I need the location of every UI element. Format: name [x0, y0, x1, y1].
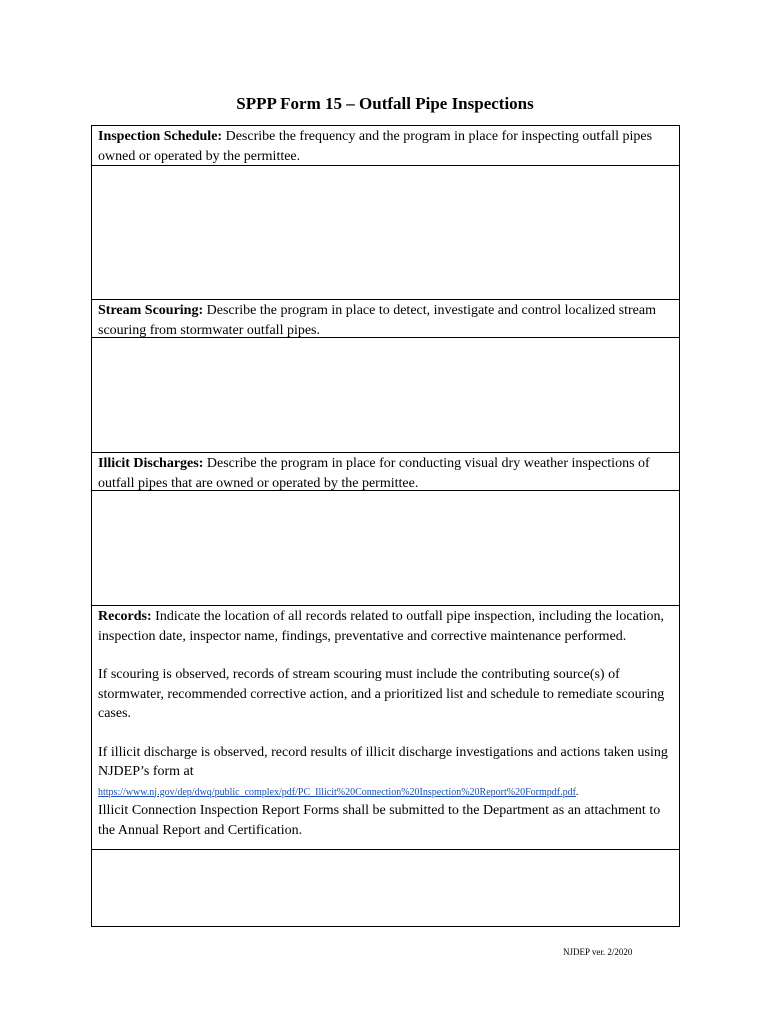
form-table — [91, 125, 680, 927]
inspection-schedule-answer-field[interactable] — [92, 166, 679, 300]
records-paragraph-3: If illicit discharge is observed, record results of illicit discharge investigations and actions taken using NJDEP’s form at — [98, 744, 668, 779]
stream-scouring-text: Describe the program in place to detect, investigate and control localized stream scouring from stormwater outfall pipes. — [98, 303, 656, 338]
records-prompt-row — [92, 606, 679, 850]
version-footer: NJDEP ver. 2/2020 — [563, 947, 633, 957]
inspection-schedule-prompt-row — [92, 126, 679, 166]
records-label: Records: — [98, 609, 152, 624]
stream-scouring-prompt — [92, 300, 679, 340]
inspection-schedule-text: Describe the frequency and the program in place for inspecting outfall pipes owned or operated by the permittee. — [98, 129, 653, 164]
link-suffix: . — [575, 786, 579, 798]
page-title: SPPP Form 15 – Outfall Pipe Inspections — [236, 94, 534, 113]
stream-scouring-prompt-row — [92, 300, 679, 338]
illicit-discharges-answer-field[interactable] — [92, 491, 679, 606]
records-paragraph-4: Illicit Connection Inspection Report Forms shall be submitted to the Department as an attachment to the Annual Report and Certification. — [98, 803, 661, 838]
stream-scouring-answer-field[interactable] — [92, 338, 679, 453]
illicit-discharges-text: Describe the program in place for conducting visual dry weather inspections of outfall pipes that are owned or operated by the permittee. — [98, 456, 650, 491]
records-link-line — [98, 782, 673, 802]
records-paragraph-1 — [98, 607, 673, 646]
illicit-discharges-prompt — [92, 453, 679, 493]
records-text: Indicate the location of all records related to outfall pipe inspection, including the location, inspection date, inspector name, findings, preventative and corrective maintenance performed. — [98, 609, 665, 644]
njdep-form-link[interactable]: https://www.nj.gov/dep/dwq/public_complex/pdf/PC_Illicit%20Connection%20Inspection%20Report%20Formpdf.pdf — [98, 786, 576, 798]
records-prompt — [92, 606, 679, 840]
illicit-discharges-prompt-row — [92, 453, 679, 491]
illicit-discharges-label: Illicit Discharges: — [98, 456, 204, 471]
inspection-schedule-label: Inspection Schedule: — [98, 129, 223, 144]
records-paragraph-2: If scouring is observed, records of stream scouring must include the contributing source(s) of stormwater, recommended corrective action, and a prioritized list and schedule to remediate scouring cases. — [98, 667, 665, 721]
records-answer-field[interactable] — [92, 850, 679, 926]
stream-scouring-label: Stream Scouring: — [98, 303, 204, 318]
inspection-schedule-prompt — [92, 126, 679, 166]
